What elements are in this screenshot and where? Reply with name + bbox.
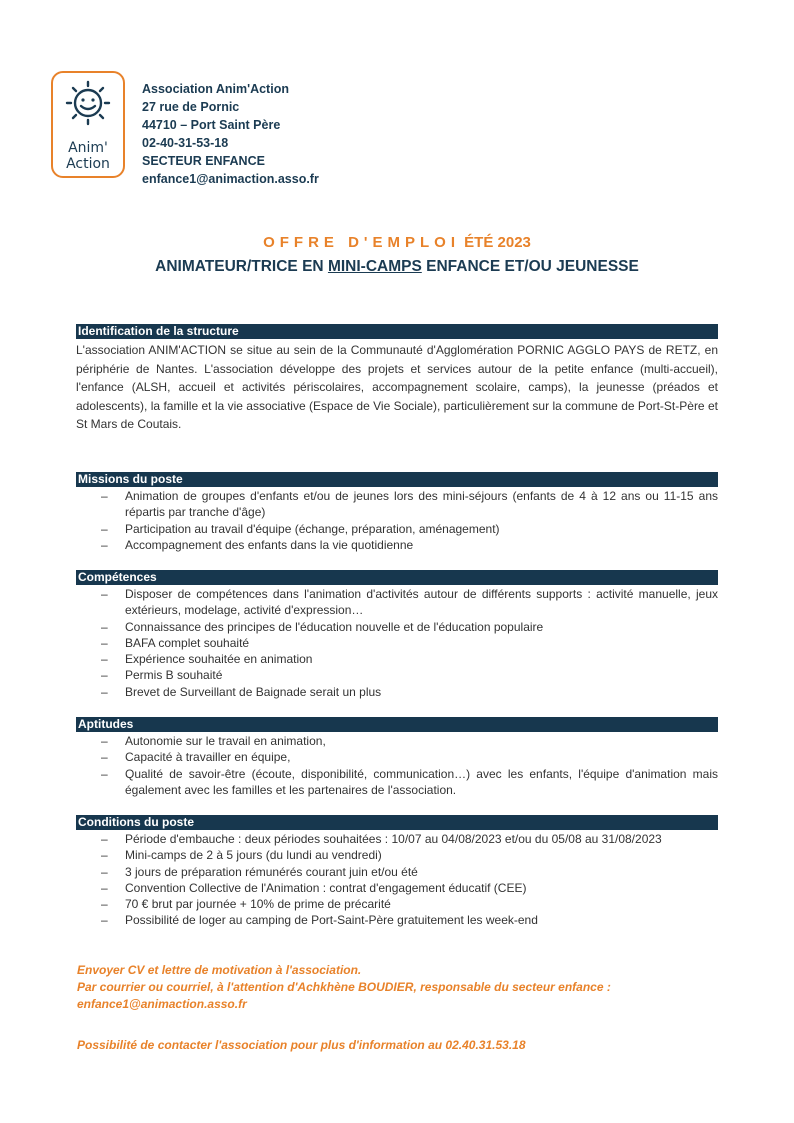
list-item: – BAFA complet souhaité bbox=[76, 635, 718, 651]
list-item: – Capacité à travailler en équipe, bbox=[76, 749, 718, 765]
section-heading: Aptitudes bbox=[76, 717, 718, 732]
job-title-part2: ENFANCE ET/OU JEUNESSE bbox=[426, 258, 639, 275]
list-item: – Accompagnement des enfants dans la vie quotidienne bbox=[76, 537, 718, 553]
list-item: – Participation au travail d'équipe (échange, préparation, aménagement) bbox=[76, 521, 718, 537]
list-item: – Autonomie sur le travail en animation, bbox=[76, 733, 718, 749]
job-title-part1: ANIMATEUR/TRICE EN bbox=[155, 258, 324, 275]
footer-email[interactable]: enfance1@animaction.asso.fr bbox=[77, 997, 247, 1011]
section-missions bbox=[76, 472, 718, 553]
list-item: – Animation de groupes d'enfants et/ou de jeunes lors des mini-séjours (enfants de 4 à 12 ans ou 11-15 ans répartis par tranche d'âge) bbox=[76, 488, 718, 521]
smiling-sun-icon bbox=[53, 73, 123, 133]
list-item: – Possibilité de loger au camping de Port-Saint-Père gratuitement les week-end bbox=[76, 912, 718, 928]
phone-number: 02-40-31-53-18 bbox=[142, 136, 229, 150]
list-item: – Permis B souhaité bbox=[76, 667, 718, 683]
address-street: 27 rue de Pornic bbox=[142, 100, 240, 114]
sector-label: SECTEUR ENFANCE bbox=[142, 154, 265, 168]
contact-email: enfance1@animaction.asso.fr bbox=[142, 172, 319, 186]
list-item: – Qualité de savoir-être (écoute, disponibilité, communication…) avec les enfants, l'équipe d'animation mais également avec les familles et les partenaires de l'association. bbox=[76, 766, 718, 799]
list-item: – 70 € brut par journée + 10% de prime de précarité bbox=[76, 896, 718, 912]
section-identification bbox=[76, 324, 718, 434]
address-city: 44710 – Port Saint Père bbox=[142, 118, 281, 132]
offer-title-season: ÉTÉ 2023 bbox=[464, 234, 531, 251]
section-competences bbox=[76, 570, 718, 700]
missions-list bbox=[76, 488, 718, 553]
footer-contact-line: Possibilité de contacter l'association pour plus d'information au 02.40.31.53.18 bbox=[77, 1038, 526, 1052]
section-heading: Missions du poste bbox=[76, 472, 718, 487]
offer-title-spaced: OFFRE D'EMPLOI bbox=[263, 234, 460, 251]
list-item: – Période d'embauche : deux périodes souhaitées : 10/07 au 04/08/2023 et/ou du 05/08 au 31/08/2023 bbox=[76, 831, 718, 847]
list-item: – Connaissance des principes de l'éducation nouvelle et de l'éducation populaire bbox=[76, 619, 718, 635]
job-title-underlined: MINI-CAMPS bbox=[327, 258, 422, 275]
section-heading: Compétences bbox=[76, 570, 718, 585]
aptitudes-list bbox=[76, 733, 718, 798]
association-name: Association Anim'Action bbox=[142, 82, 289, 96]
identification-text: L'association ANIM'ACTION se situe au sein de la Communauté d'Agglomération PORNIC AGGLO PAYS de RETZ, en périphérie de Nantes. L'association développe des projets et services autour de la petite enfance (multi-accueil), l'enfance (ALSH, accueil et activités périscolaires, accompagnement scolaire, camps), la jeunesse (préados et adolescents), la famille et la vie associative (Espace de Vie Sociale), particulièrement sur la commune de Port-St-Père et St Mars de Coutais. bbox=[76, 343, 718, 431]
list-item: – Mini-camps de 2 à 5 jours (du lundi au vendredi) bbox=[76, 847, 718, 863]
section-heading: Identification de la structure bbox=[76, 324, 718, 339]
logo-text-anim: Anim' bbox=[68, 140, 108, 156]
competences-list bbox=[76, 586, 718, 700]
conditions-list bbox=[76, 831, 718, 929]
contact-block bbox=[142, 80, 319, 188]
list-item: – 3 jours de préparation rémunérés courant juin et/ou été bbox=[76, 864, 718, 880]
list-item: – Convention Collective de l'Animation : contrat d'engagement éducatif (CEE) bbox=[76, 880, 718, 896]
footer-line: Envoyer CV et lettre de motivation à l'association. bbox=[77, 963, 362, 977]
section-conditions bbox=[76, 815, 718, 929]
application-instructions bbox=[77, 962, 717, 1054]
job-title bbox=[0, 258, 794, 276]
list-item: – Disposer de compétences dans l'animation d'activités autour de différents supports : activité manuelle, jeux extérieurs, modelage, activité d'expression… bbox=[76, 586, 718, 619]
offer-title bbox=[0, 234, 794, 251]
logo-text-action: Action bbox=[66, 156, 110, 172]
section-heading: Conditions du poste bbox=[76, 815, 718, 830]
list-item: – Brevet de Surveillant de Baignade serait un plus bbox=[76, 684, 718, 700]
footer-line: Par courrier ou courriel, à l'attention d'Achkhène BOUDIER, responsable du secteur enfance : bbox=[77, 980, 611, 994]
logo bbox=[51, 71, 125, 178]
list-item: – Expérience souhaitée en animation bbox=[76, 651, 718, 667]
section-aptitudes bbox=[76, 717, 718, 798]
